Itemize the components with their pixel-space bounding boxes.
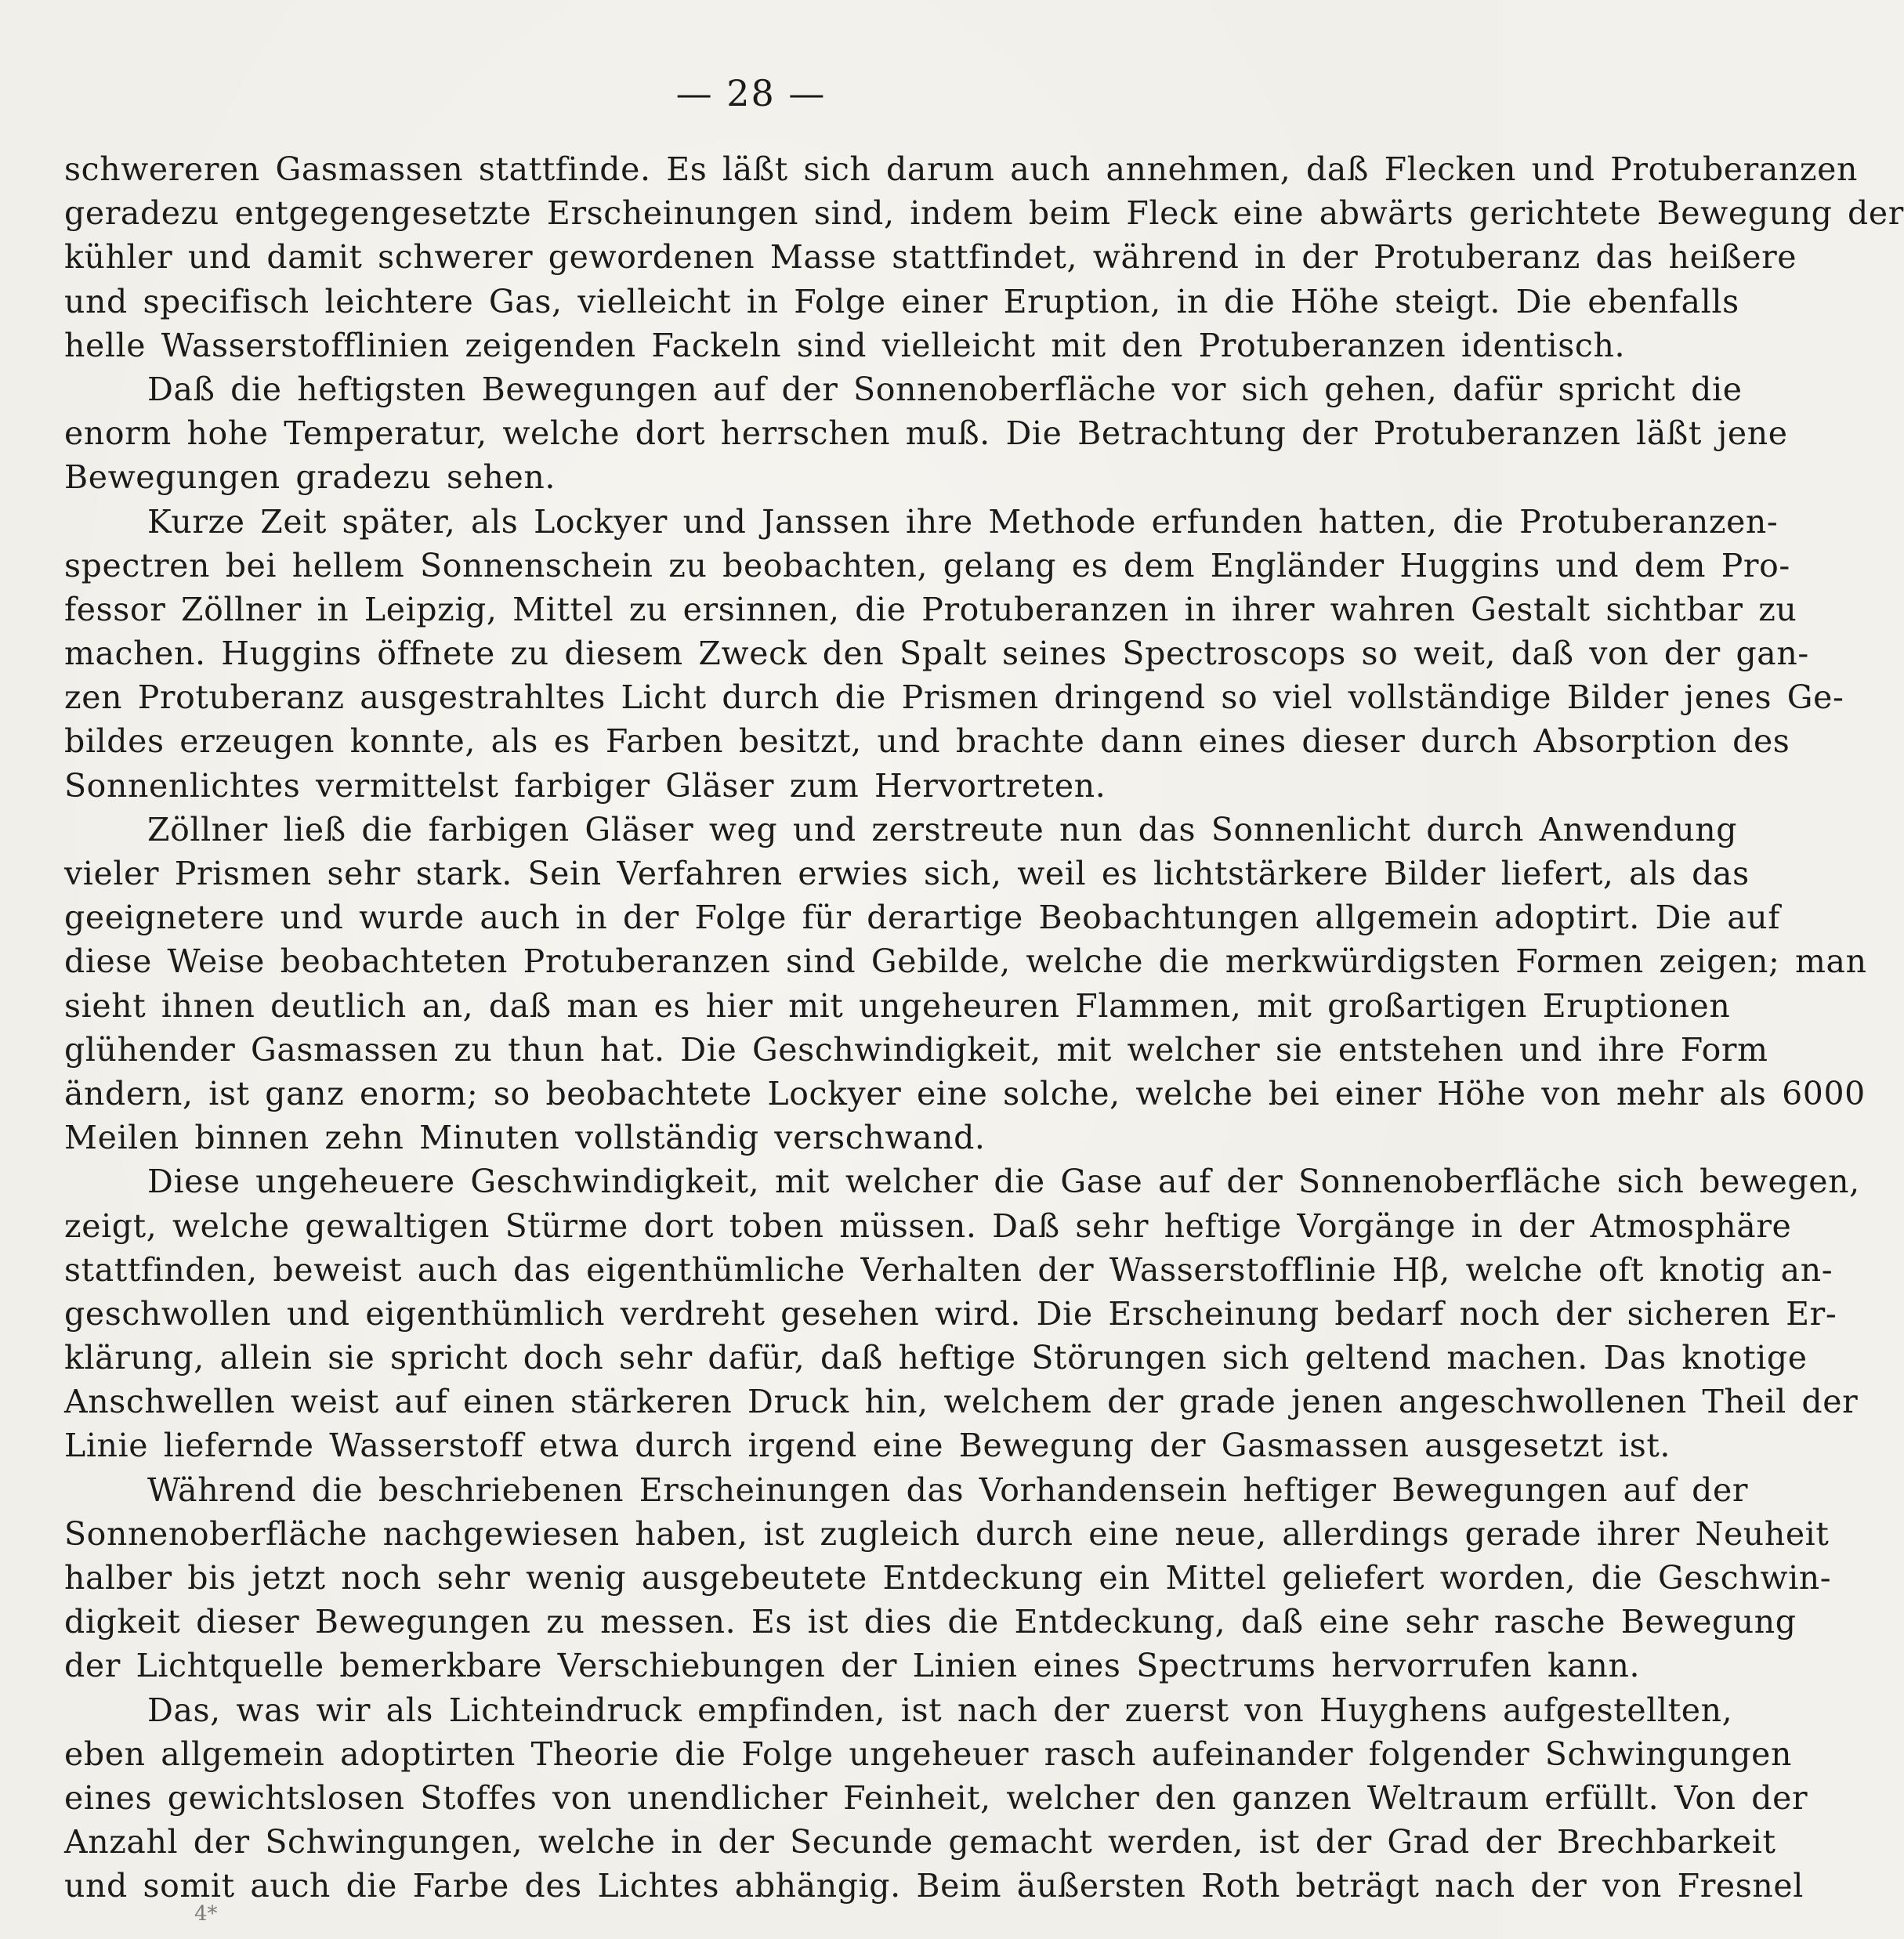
text-line: stattfinden, beweist auch das eigenthümliche Verhalten der Wasserstofflinie Hβ, welche oft knotig an-: [64, 1250, 1833, 1289]
text-line: digkeit dieser Bewegungen zu messen. Es ist dies die Entdeckung, daß eine sehr rasche Bewegung: [64, 1603, 1797, 1641]
text-line: Zöllner ließ die farbigen Gläser weg und zerstreute nun das Sonnenlicht durch Anwendung: [147, 810, 1738, 848]
text-line: halber bis jetzt noch sehr wenig ausgebeutete Entdeckung ein Mittel geliefert worden, die Geschwin-: [64, 1559, 1832, 1597]
body-text: [64, 147, 1904, 1908]
text-line: eben allgemein adoptirten Theorie die Folge ungeheuer rasch aufeinander folgender Schwingungen: [64, 1735, 1793, 1773]
text-line: diese Weise beobachteten Protuberanzen sind Gebilde, welche die merkwürdigsten Formen zeigen; man: [64, 942, 1867, 981]
text-line: Sonnenlichtes vermittelst farbiger Gläser zum Hervortreten.: [64, 766, 1106, 805]
text-line: Daß die heftigsten Bewegungen auf der Sonnenoberfläche vor sich gehen, dafür spricht die: [147, 370, 1743, 408]
text-line: geradezu entgegengesetzte Erscheinungen sind, indem beim Fleck eine abwärts gerichtete Bewegung der: [64, 194, 1904, 233]
text-line: Linie liefernde Wasserstoff etwa durch irgend eine Bewegung der Gasmassen ausgesetzt ist.: [64, 1427, 1671, 1465]
text-line: Anzahl der Schwingungen, welche in der Secunde gemacht werden, ist der Grad der Brechbarkeit: [64, 1823, 1776, 1861]
text-line: geschwollen und eigenthümlich verdreht gesehen wird. Die Erscheinung bedarf noch der sicheren Er-: [64, 1294, 1837, 1333]
text-line: kühler und damit schwerer gewordenen Masse stattfindet, während in der Protuberanz das heißere: [64, 238, 1797, 277]
text-line: spectren bei hellem Sonnenschein zu beobachten, gelang es dem Engländer Huggins und dem Pro-: [64, 546, 1790, 584]
text-line: Bewegungen gradezu sehen.: [64, 458, 556, 497]
signature-mark: 4*: [194, 1902, 218, 1926]
text-line: klärung, allein sie spricht doch sehr dafür, daß heftige Störungen sich geltend machen. Das knotige: [64, 1339, 1808, 1377]
text-line: ändern, ist ganz enorm; so beobachtete Lockyer eine solche, welche bei einer Höhe von mehr als 6000: [64, 1074, 1866, 1112]
text-line: fessor Zöllner in Leipzig, Mittel zu ersinnen, die Protuberanzen in ihrer wahren Gestalt sichtbar zu: [64, 590, 1797, 628]
text-line: Kurze Zeit später, als Lockyer und Janssen ihre Methode erfunden hatten, die Protuberanzen-: [147, 502, 1779, 541]
text-line: schwereren Gasmassen stattfinde. Es läßt sich darum auch annehmen, daß Flecken und Protuberanzen: [64, 150, 1858, 188]
text-line: Meilen binnen zehn Minuten vollständig verschwand.: [64, 1119, 986, 1157]
text-line: glühender Gasmassen zu thun hat. Die Geschwindigkeit, mit welcher sie entstehen und ihre Form: [64, 1030, 1768, 1069]
text-line: eines gewichtslosen Stoffes von unendlicher Feinheit, welcher den ganzen Weltraum erfüllt. Von der: [64, 1778, 1808, 1817]
text-line: vieler Prismen sehr stark. Sein Verfahren erwies sich, weil es lichtstärkere Bilder liefert, als das: [64, 855, 1750, 892]
text-line: zeigt, welche gewaltigen Stürme dort toben müssen. Daß sehr heftige Vorgänge in der Atmosphäre: [64, 1206, 1792, 1245]
text-line: Diese ungeheuere Geschwindigkeit, mit welcher die Gase auf der Sonnenoberfläche sich bewegen,: [147, 1163, 1860, 1201]
text-line: machen. Huggins öffnete zu diesem Zweck den Spalt seines Spectroscops so weit, daß von der gan-: [64, 635, 1809, 673]
text-line: und somit auch die Farbe des Lichtes abhängig. Beim äußersten Roth beträgt nach der von Fresnel: [64, 1867, 1804, 1905]
text-line: Während die beschriebenen Erscheinungen das Vorhandensein heftiger Bewegungen auf der: [147, 1471, 1749, 1509]
text-line: enorm hohe Temperatur, welche dort herrschen muß. Die Betrachtung der Protuberanzen läßt jene: [64, 414, 1788, 453]
text-line: und specifisch leichtere Gas, vielleicht in Folge einer Eruption, in die Höhe steigt. Die ebenfalls: [64, 282, 1739, 320]
text-line: Anschwellen weist auf einen stärkeren Druck hin, welchem der grade jenen angeschwollenen Theil der: [64, 1383, 1859, 1421]
text-line: bildes erzeugen konnte, als es Farben besitzt, und brachte dann eines dieser durch Absorption des: [64, 722, 1790, 761]
text-line: geeignetere und wurde auch in der Folge für derartige Beobachtungen allgemein adoptirt. Die auf: [64, 899, 1781, 937]
text-line: Das, was wir als Lichteindruck empfinden, ist nach der zuerst von Huyghens aufgestellten,: [147, 1691, 1733, 1729]
text-line: der Lichtquelle bemerkbare Verschiebungen der Linien eines Spectrums hervorrufen kann.: [64, 1647, 1641, 1685]
text-line: sieht ihnen deutlich an, daß man es hier mit ungeheuren Flammen, mit großartigen Eruptionen: [64, 986, 1731, 1025]
text-line: zen Protuberanz ausgestrahltes Licht durch die Prismen dringend so viel vollständige Bilder jenes Ge-: [64, 678, 1844, 717]
text-line: helle Wasserstofflinien zeigenden Fackeln sind vielleicht mit den Protuberanzen identisch.: [64, 326, 1626, 364]
text-line: Sonnenoberfläche nachgewiesen haben, ist zugleich durch eine neue, allerdings gerade ihrer Neuheit: [64, 1514, 1830, 1553]
page-number-header: — 28 —: [675, 72, 827, 114]
